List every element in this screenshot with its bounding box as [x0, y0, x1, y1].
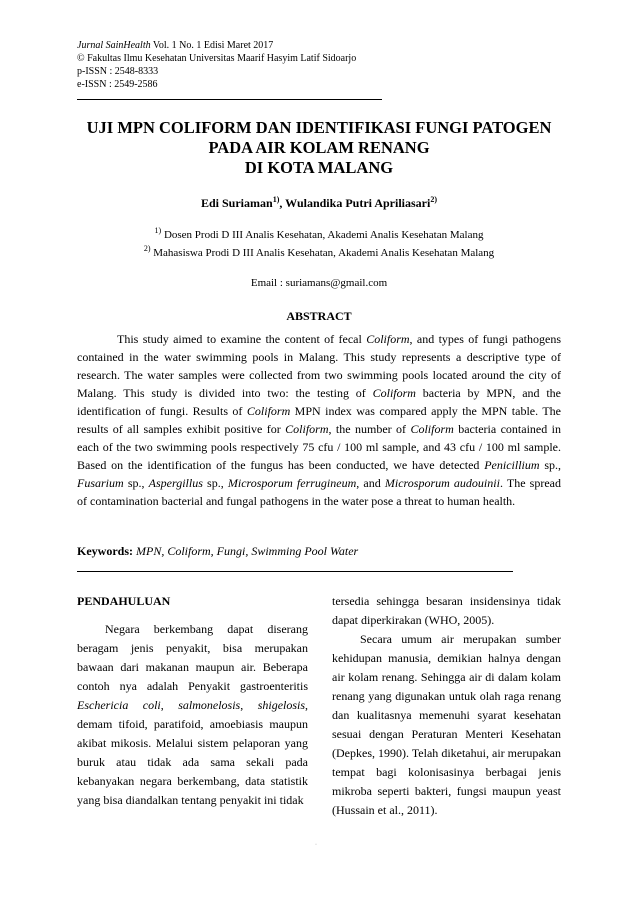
italic-term: Fusarium [77, 476, 124, 490]
journal-issue: Vol. 1 No. 1 Edisi Maret 2017 [150, 40, 274, 51]
section-heading: PENDAHULUAN [77, 594, 171, 608]
italic-term: shigelosis [257, 698, 306, 712]
italic-term: Eschericia coli [77, 698, 161, 712]
keywords-text: MPN, Coliform, Fungi, Swimming Pool Water [133, 544, 359, 558]
journal-copyright: © Fakultas Ilmu Kesehatan Universitas Maarif Hasyim Latif Sidoarjo [77, 53, 357, 64]
left-column [77, 592, 308, 810]
author-separator: , [279, 196, 286, 210]
keywords-line [77, 543, 561, 559]
text-run: . The spread of contamination bacterial and fungal pathogens in the water pose a threat to human health. [77, 476, 562, 508]
header-divider [77, 99, 382, 100]
text-run: bacteria contained in each of the two swimming pools respectively 75 cfu / 100 ml sample, and 43 cfu / 100 ml sample. Based on the identification of the fungus has been conducted, we have detected [77, 422, 561, 472]
keywords-divider [77, 571, 513, 572]
abstract-body [77, 330, 561, 510]
page-marker: · [315, 842, 317, 848]
text-run: , [240, 698, 258, 712]
text-run: Negara berkembang dapat diserang beragam jenis penyakit, bisa merupakan bawaan dari makanan maupun air. Beberapa contoh nya adalah Penyakit gastroenteritis [77, 622, 308, 693]
journal-issue-line [77, 39, 382, 52]
text-run: , the number of [328, 422, 411, 436]
journal-pissn: p-ISSN : 2548-8333 [77, 66, 159, 77]
italic-term: Coliform [410, 422, 454, 436]
italic-term: Penicillium [484, 458, 540, 472]
italic-term: Coliform [372, 386, 416, 400]
intro-continuation: tersedia sehingga besaran insidensinya tidak dapat diperkirakan (WHO, 2005). [332, 594, 561, 627]
intro-paragraph [77, 620, 308, 810]
journal-name: Jurnal SainHealth [77, 40, 151, 51]
title-line: DI KOTA MALANG [244, 158, 394, 177]
author-name: Wulandika Putri Apriliasari [285, 196, 431, 210]
text-run: sp., [539, 458, 561, 472]
title-line: PADA AIR KOLAM RENANG [208, 138, 430, 157]
affiliation-mark: 1) [154, 226, 162, 235]
author-affiliation-mark: 2) [430, 195, 437, 204]
right-column [332, 592, 561, 820]
affiliation-mark: 2) [143, 244, 151, 253]
text-run: This study aimed to examine the content of fecal [117, 332, 367, 346]
author-name: Edi Suriaman [201, 196, 273, 210]
italic-term: Aspergillus [148, 476, 203, 490]
author-affiliation-mark: 1) [272, 195, 280, 204]
title-line: UJI MPN COLIFORM DAN IDENTIFIKASI FUNGI PATOGEN [86, 118, 552, 137]
italic-term: salmonelosis [178, 698, 241, 712]
contact-email: Email : suriamans@gmail.com [250, 277, 388, 289]
paper-title [60, 118, 578, 178]
text-run: sp., [123, 476, 149, 490]
affiliation-text: Mahasiswa Prodi D III Analis Kesehatan, Akademi Analis Kesehatan Malang [150, 247, 495, 259]
journal-eissn: e-ISSN : 2549-2586 [77, 79, 158, 90]
affiliation [60, 246, 578, 260]
italic-term: Coliform [366, 332, 410, 346]
italic-term: Coliform [285, 422, 329, 436]
text-run: , [160, 698, 179, 712]
italic-term: Microsporum audouinii [384, 476, 500, 490]
affiliation-text: Dosen Prodi D III Analis Kesehatan, Akademi Analis Kesehatan Malang [161, 229, 484, 241]
italic-term: Microsporum ferrugineum [227, 476, 357, 490]
keywords-label: Keywords: [77, 544, 133, 558]
text-run: , demam tifoid, paratifoid, amoebiasis maupun akibat mikosis. Melalui sistem pelaporan yang buruk atau tidak ada sama sekali pada kebanyakan negara berkembang, data statistik yang bisa diandalkan tentang penyakit ini tidak [77, 698, 309, 807]
author-list [60, 195, 578, 211]
italic-term: Coliform [246, 404, 291, 418]
abstract-heading: ABSTRACT [286, 309, 352, 323]
intro-paragraph: Secara umum air merupakan sumber kehidupan manusia, demikian halnya dengan air kolam renang. Sehingga air di dalam kolam renang yang digunakan untuk olah raga renang dan kualitasnya memenuhi syarat kesehatan sesuai dengan Peraturan Menteri Kesehatan (Depkes, 1990). Telah diketahui, air merupakan tempat bagi kolonisasinya berbagai jenis mikroba seperti bakteri, fungsi maupun yeast (Hussain et al., 2011). [332, 632, 561, 817]
text-run: , and [356, 476, 385, 490]
affiliation [60, 228, 578, 242]
text-run: sp., [202, 476, 228, 490]
text-run: , and types of fungi pathogens contained in the water swimming pools in Malang. This study represents a descriptive type of research. The water samples were collected from two swimming pools located around the city of Malang. This study is divided into two: the testing of [77, 332, 561, 400]
text-run: bacteria by MPN, and the identification of fungi. Results of [77, 386, 562, 418]
journal-header [77, 39, 382, 91]
text-run: MPN index was compared apply the MPN table. The results of all samples exhibit positive for [77, 404, 562, 436]
